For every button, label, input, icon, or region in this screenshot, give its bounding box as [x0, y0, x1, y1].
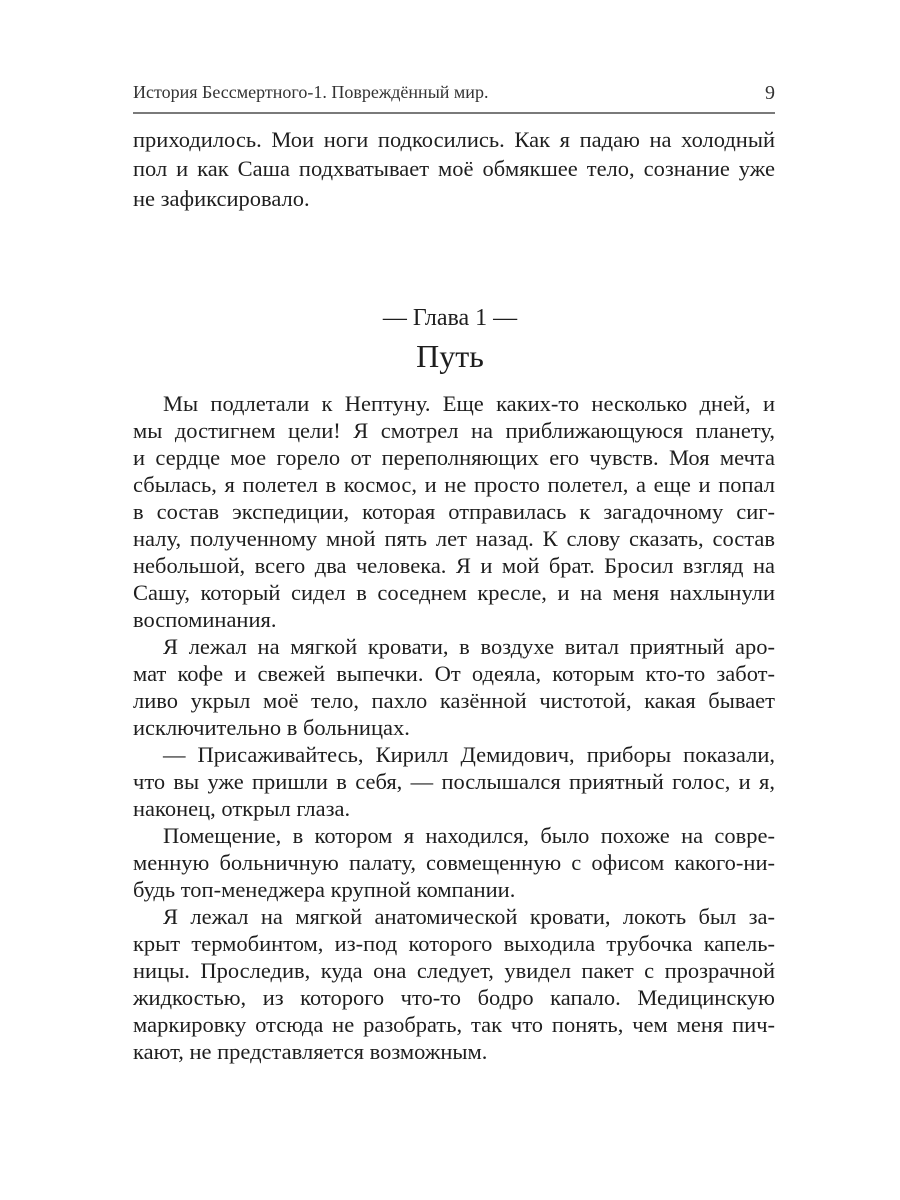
text-line: что вы уже пришли в себя, — послышался приятный голос, и я, [133, 769, 775, 794]
running-header-title: История Бессмертного-1. Повреждённый мир. [133, 82, 489, 102]
chapter-number: — Глава 1 — [382, 305, 518, 331]
text-line: сбылась, я полетел в космос, и не просто полетел, а еще и попал [133, 472, 775, 497]
text-line: маркировку отсюда не разобрать, так что понять, чем меня пич- [133, 1012, 775, 1037]
text-line: Помещение, в котором я находился, было похоже на совре- [163, 823, 775, 848]
text-line: небольшой, всего два человека. Я и мой брат. Бросил взгляд на [133, 553, 775, 578]
text-line: воспоминания. [133, 607, 277, 632]
text-line: Сашу, который сидел в соседнем кресле, и на меня нахлынули [133, 580, 775, 605]
text-line: мат кофе и свежей выпечки. От одеяла, которым кто-то забот- [133, 661, 775, 686]
text-line: и сердце мое горело от переполняющих его чувств. Моя мечта [133, 445, 775, 470]
text-line: наконец, открыл глаза. [133, 796, 351, 821]
chapter-body [133, 390, 775, 1065]
page-number: 9 [765, 82, 775, 104]
text-line: менную больничную палату, совмещенную с офисом какого-ни- [133, 850, 775, 875]
text-line: пол и как Саша подхватывает моё обмякшее тело, сознание уже [133, 156, 775, 182]
text-line: Я лежал на мягкой кровати, в воздухе витал приятный аро- [163, 634, 775, 659]
chapter-title: Путь [416, 338, 484, 374]
text-line: кают, не представляется возможным. [133, 1039, 488, 1064]
text-line: крыт термобинтом, из-под которого выходила трубочка капель- [133, 931, 775, 956]
text-line: Мы подлетали к Нептуну. Еще каких-то несколько дней, и [163, 391, 775, 416]
text-line: мы достигнем цели! Я смотрел на приближающуюся планету, [133, 418, 775, 443]
text-line: исключительно в больницах. [133, 715, 410, 740]
text-line: — Присаживайтесь, Кирилл Демидович, приборы показали, [163, 742, 775, 767]
text-line: Я лежал на мягкой анатомической кровати, локоть был за- [163, 904, 775, 929]
previous-chapter-ending [133, 125, 775, 213]
running-header [133, 82, 775, 108]
text-line: приходилось. Мои ноги подкосились. Как я падаю на холодный [133, 127, 775, 152]
text-line: будь топ-менеджера крупной компании. [133, 877, 516, 902]
text-line: ливо укрыл моё тело, пахло казённой чистотой, какая бывает [133, 688, 775, 713]
text-line: ницы. Проследив, куда она следует, увидел пакет с прозрачной [133, 958, 775, 983]
text-line: налу, полученному мной пять лет назад. К слову сказать, состав [133, 526, 775, 551]
text-line: не зафиксировало. [133, 185, 310, 211]
text-line: в состав экспедиции, которая отправилась к загадочному сиг- [133, 499, 775, 524]
header-rule [133, 112, 775, 114]
text-line: жидкостью, из которого что-то бодро капало. Медицинскую [133, 985, 775, 1010]
